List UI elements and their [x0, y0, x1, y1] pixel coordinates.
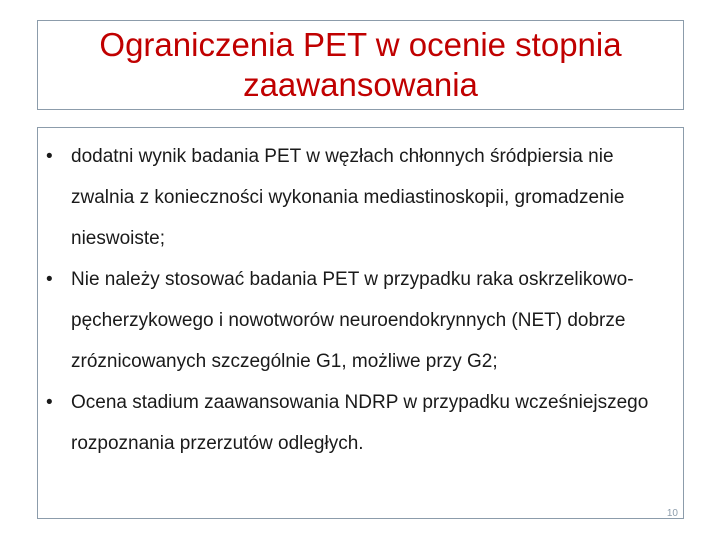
bullet-list — [38, 128, 683, 464]
bullet-text: dodatni wynik badania PET w węzłach chłonnych śródpiersia nie zwalnia z konieczności wykonania mediastinoskopii, gromadzenie nieswoiste; — [71, 146, 625, 249]
bullet-text: Nie należy stosować badania PET w przypadku raka oskrzelikowo-pęcherzykowego i nowotworów neuroendokrynnych (NET) dobrze zróznicowanych szczególnie G1, możliwe przy G2; — [71, 269, 634, 372]
bullet-item — [38, 136, 683, 259]
title-box — [37, 20, 684, 110]
bullet-marker: • — [46, 392, 53, 413]
bullet-text: Ocena stadium zaawansowania NDRP w przypadku wcześniejszego rozpoznania przerzutów odległych. — [71, 392, 649, 454]
bullet-marker: • — [46, 269, 53, 290]
slide-title: Ograniczenia PET w ocenie stopnia zaawansowania — [99, 26, 622, 103]
bullet-marker: • — [46, 146, 53, 167]
bullet-item — [38, 259, 683, 382]
slide-number: 10 — [666, 508, 678, 519]
content-box — [37, 127, 684, 519]
bullet-item — [38, 382, 683, 464]
